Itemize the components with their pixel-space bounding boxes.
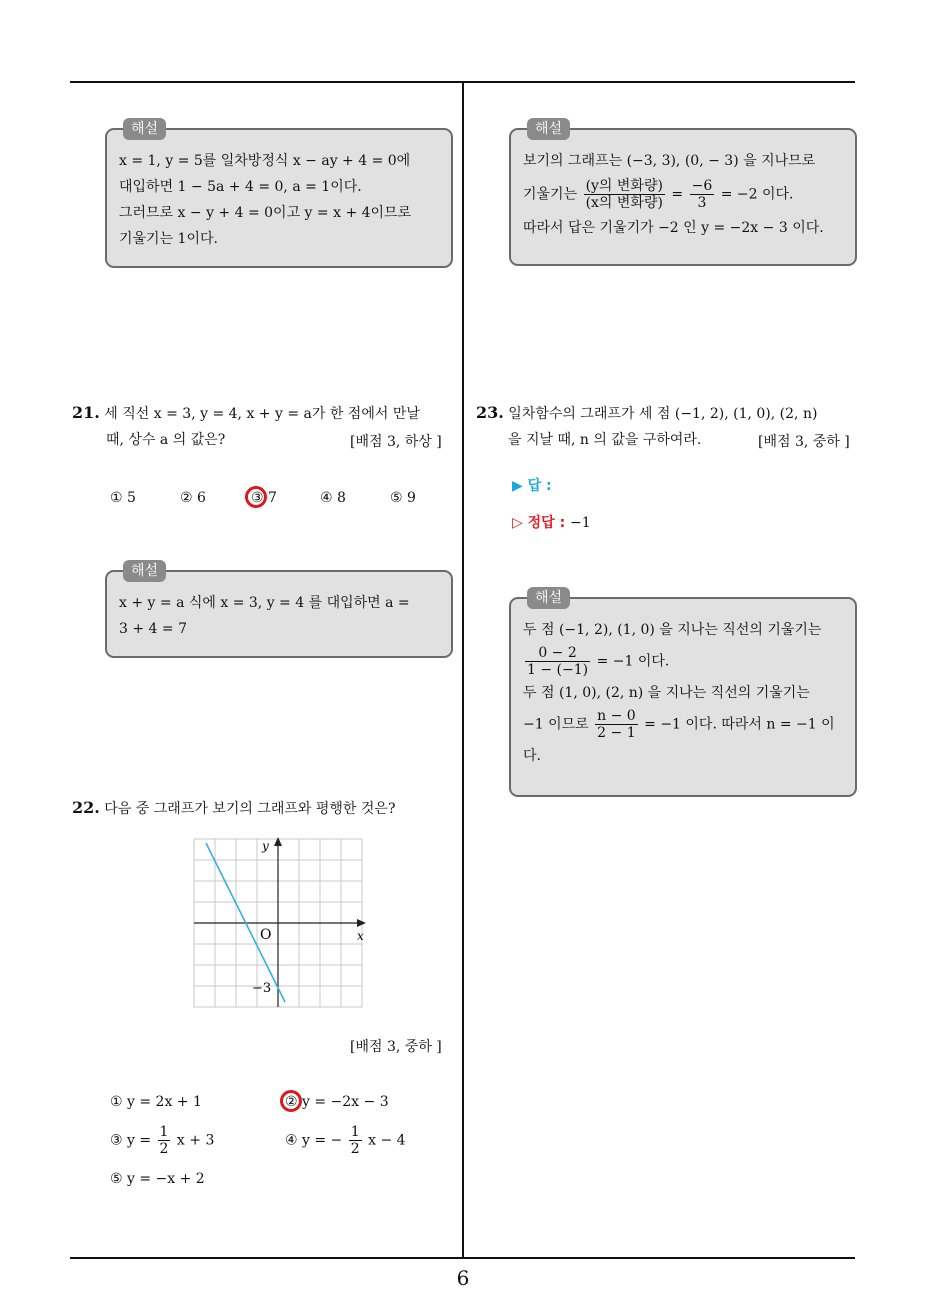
solution-box-q23	[509, 590, 857, 797]
solution-tab: 해설	[123, 560, 166, 582]
solution-text: = −1 이다.	[596, 653, 670, 670]
solution-line	[523, 708, 843, 741]
choice-2[interactable]: ② y = −2x − 3	[285, 1094, 389, 1110]
solution-line: 두 점 (1, 0), (2, n) 을 지나는 직선의 기울기는	[523, 685, 810, 701]
choice-text: x − 4	[368, 1132, 406, 1149]
solution-text: = −2 이다.	[720, 186, 794, 203]
solution-line: x = 1, y = 5를 일차방정식 x − ay + 4 = 0에	[119, 153, 411, 169]
choice-1[interactable]: ① 5	[110, 490, 136, 506]
solution-line: 3 + 4 = 7	[119, 621, 187, 637]
choice-5[interactable]: ⑤ y = −x + 2	[110, 1171, 205, 1187]
question-text: 때, 상수 a 의 값은?	[106, 432, 226, 448]
solution-tab: 해설	[527, 587, 570, 609]
solution-line: 보기의 그래프는 (−3, 3), (0, − 3) 을 지나므로	[523, 153, 816, 169]
score-meta: [배점 3, 하상 ]	[350, 434, 442, 450]
solution-line: 따라서 답은 기울기가 −2 인 y = −2x − 3 이다.	[523, 220, 824, 236]
solution-line: x + y = a 식에 x = 3, y = 4 를 대입하면 a =	[119, 595, 410, 611]
correct-answer-value: −1	[570, 515, 591, 531]
y-axis-arrow	[274, 837, 282, 846]
solution-tab: 해설	[123, 118, 166, 140]
choice-1[interactable]: ① y = 2x + 1	[110, 1094, 202, 1110]
question-number: 22.	[72, 798, 100, 817]
answer-label[interactable]: ▶ 답 :	[512, 478, 552, 494]
question-text: 일차함수의 그래프가 세 점 (−1, 2), (1, 0), (2, n)	[508, 406, 818, 422]
correct-answer-line	[512, 512, 591, 532]
fraction: $\frac{n - 0}{2 - 1}$	[597, 708, 636, 741]
choice-3[interactable]: ③ 7	[251, 490, 277, 506]
solution-line: 두 점 (−1, 2), (1, 0) 을 지나는 직선의 기울기는	[523, 622, 822, 638]
answer-circle-mark	[280, 1090, 302, 1112]
solution-tab: 해설	[527, 118, 570, 140]
choice-text: x + 3	[176, 1132, 215, 1149]
fraction: $\frac{1}{2}$	[159, 1124, 169, 1157]
solution-text: −1 이므로	[523, 716, 589, 733]
score-meta: [배점 3, 중하 ]	[350, 1039, 442, 1055]
correct-answer-label: ▷ 정답 :	[512, 515, 566, 531]
page-number: 6	[456, 1266, 470, 1290]
fraction: $\frac{-6}{3}$	[691, 178, 713, 211]
fraction: $\frac{\text{(y의 변화량)}}{\text{(x의 변화량)}}$	[585, 178, 663, 211]
equals-sign: =	[671, 186, 684, 203]
solution-line: 다.	[523, 748, 541, 764]
score-meta: [배점 3, 중하 ]	[758, 434, 850, 450]
solution-text: 기울기는	[523, 186, 578, 203]
choice-3[interactable]	[110, 1124, 214, 1157]
choice-text: ③ y =	[110, 1132, 152, 1149]
question-text: 을 지날 때, n 의 값을 구하여라.	[508, 432, 702, 448]
solution-line: 기울기는 1이다.	[119, 231, 218, 247]
solution-line: 그러므로 x − y + 4 = 0이고 y = x + 4이므로	[119, 205, 412, 221]
question-number: 23.	[476, 403, 504, 422]
coordinate-graph	[190, 835, 370, 1010]
x-axis-label: x	[357, 929, 364, 943]
question-number: 21.	[72, 403, 100, 422]
solution-line	[523, 178, 843, 211]
choice-4[interactable]	[285, 1124, 406, 1157]
fraction: $\frac{1}{2}$	[350, 1124, 360, 1157]
solution-box-q22	[509, 121, 857, 266]
choice-text: ④ y = −	[285, 1132, 343, 1149]
column-divider	[462, 82, 464, 1259]
question-22	[72, 795, 457, 822]
solution-box-q21	[105, 563, 453, 658]
answer-circle-mark	[245, 486, 267, 508]
origin-label: O	[260, 927, 272, 943]
solution-line: 대입하면 1 − 5a + 4 = 0, a = 1이다.	[119, 179, 362, 195]
choice-5[interactable]: ⑤ 9	[390, 490, 416, 506]
y-intercept-label: −3	[252, 981, 272, 996]
solution-box-q20	[105, 121, 453, 268]
solution-text: = −1 이다. 따라서 n = −1 이	[644, 716, 835, 733]
bottom-rule	[70, 1257, 855, 1259]
solution-line	[523, 645, 843, 678]
fraction: $\frac{0 - 2}{1 - (-1)}$	[527, 645, 589, 678]
y-axis-label: y	[262, 839, 269, 853]
choice-4[interactable]: ④ 8	[320, 490, 346, 506]
question-text: 세 직선 x = 3, y = 4, x + y = a가 한 점에서 만날	[104, 406, 420, 422]
choice-2[interactable]: ② 6	[180, 490, 206, 506]
question-text: 다음 중 그래프가 보기의 그래프와 평행한 것은?	[104, 801, 396, 817]
